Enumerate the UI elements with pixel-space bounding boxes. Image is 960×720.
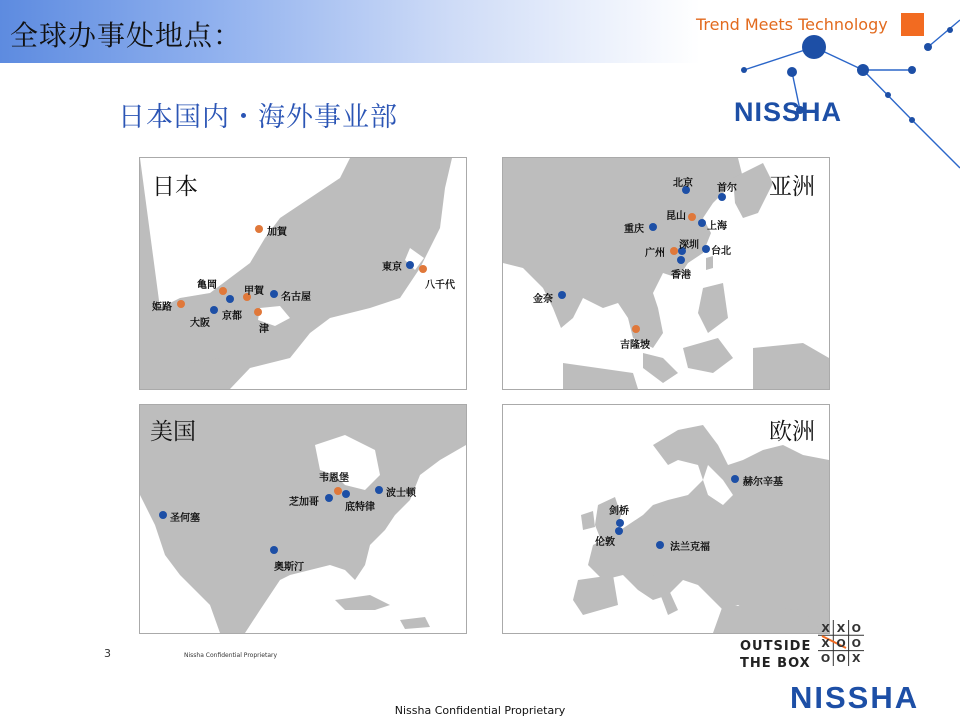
pin-chennai <box>558 291 566 299</box>
city-fortwayne: 韦恩堡 <box>319 473 349 484</box>
pin-detroit <box>342 490 350 498</box>
pin-yachiyo <box>419 265 427 273</box>
city-cambridge: 剑桥 <box>609 506 629 517</box>
pin-london <box>615 527 623 535</box>
city-kualalumpur: 吉隆坡 <box>620 340 650 351</box>
city-himeji: 姫路 <box>152 302 172 313</box>
city-taipei: 台北 <box>711 246 731 257</box>
tic-tac-toe-icon <box>818 620 864 666</box>
city-guangzhou: 广州 <box>645 248 665 259</box>
outside-the-box-line1: OUTSIDE <box>740 639 812 654</box>
pin-chicago <box>325 494 333 502</box>
pin-helsinki <box>731 475 739 483</box>
nissha-logo-bottom-text: NISSHA <box>790 682 920 712</box>
small-confidential-note: Nissha Confidential Proprietary <box>184 652 278 659</box>
city-kyoto: 京都 <box>222 311 242 322</box>
city-tokyo: 東京 <box>382 262 402 273</box>
map-label-europe: 欧洲 <box>769 419 815 445</box>
city-shanghai: 上海 <box>707 221 727 232</box>
city-osaka: 大阪 <box>190 318 210 329</box>
city-helsinki: 赫尔辛基 <box>743 477 783 488</box>
svg-text:X: X <box>821 622 830 635</box>
subtitle: 日本国内・海外事业部 <box>118 102 398 133</box>
pin-nagoya <box>270 290 278 298</box>
outside-the-box-line2: THE BOX <box>740 656 811 671</box>
city-kaga: 加賀 <box>267 227 287 238</box>
city-sanjose: 圣何塞 <box>170 513 200 524</box>
svg-text:O: O <box>851 637 861 650</box>
pin-fortwayne <box>334 487 342 495</box>
pin-himeji <box>177 300 185 308</box>
svg-text:O: O <box>836 652 846 665</box>
svg-text:O: O <box>820 652 831 665</box>
city-seoul: 首尔 <box>717 183 737 194</box>
city-kunshan: 昆山 <box>666 211 686 222</box>
pin-frankfurt <box>656 541 664 549</box>
map-usa <box>139 404 467 634</box>
pin-tsu <box>254 308 262 316</box>
city-chongqing: 重庆 <box>624 224 644 235</box>
city-london: 伦敦 <box>595 537 615 548</box>
pin-sanjose <box>159 511 167 519</box>
pin-taipei <box>702 245 710 253</box>
svg-text:O: O <box>851 622 861 635</box>
svg-text:X: X <box>852 652 861 665</box>
nissha-logo <box>734 96 859 126</box>
pin-shanghai <box>698 219 706 227</box>
city-nagoya: 名古屋 <box>281 292 311 303</box>
footer-confidential: Nissha Confidential Proprietary <box>394 704 566 717</box>
pin-kunshan <box>688 213 696 221</box>
tagline: Trend Meets Technology <box>696 15 888 34</box>
network-decoration <box>700 0 960 180</box>
city-frankfurt: 法兰克福 <box>670 542 710 553</box>
slide-title: 全球办事处地点： <box>10 19 243 52</box>
city-kameoka: 亀岡 <box>197 280 217 291</box>
pin-cambridge <box>616 519 624 527</box>
map-label-japan: 日本 <box>152 174 198 200</box>
pin-kameoka <box>219 287 227 295</box>
city-beijing: 北京 <box>673 178 693 189</box>
pin-kualalumpur <box>632 325 640 333</box>
svg-text:O: O <box>836 637 846 650</box>
map-japan <box>139 157 467 390</box>
pin-kyoto <box>226 295 234 303</box>
city-shenzhen: 深圳 <box>679 240 699 251</box>
pin-osaka <box>210 306 218 314</box>
pin-kaga <box>255 225 263 233</box>
city-austin: 奥斯汀 <box>274 562 304 573</box>
city-chicago: 芝加哥 <box>289 497 319 508</box>
city-tsu: 津 <box>259 324 269 335</box>
city-boston: 波士顿 <box>386 488 416 499</box>
city-chennai: 金奈 <box>533 294 553 305</box>
pin-tokyo <box>406 261 414 269</box>
map-asia <box>502 157 830 390</box>
svg-text:X: X <box>821 637 830 650</box>
nissha-logo-text: NISSHA <box>734 97 843 126</box>
pin-guangzhou <box>670 247 678 255</box>
city-hongkong: 香港 <box>671 270 691 281</box>
city-yachiyo: 八千代 <box>425 280 455 291</box>
pin-hongkong <box>677 256 685 264</box>
map-label-usa: 美国 <box>150 419 196 445</box>
page-number: 3 <box>104 647 111 660</box>
pin-chongqing <box>649 223 657 231</box>
map-europe <box>502 404 830 634</box>
city-koka: 甲賀 <box>244 286 264 297</box>
city-detroit: 底特律 <box>345 502 375 513</box>
pin-boston <box>375 486 383 494</box>
svg-text:X: X <box>836 622 846 635</box>
pin-austin <box>270 546 278 554</box>
outside-the-box-text <box>740 638 811 672</box>
map-label-asia: 亚洲 <box>769 174 815 200</box>
pin-seoul <box>718 193 726 201</box>
